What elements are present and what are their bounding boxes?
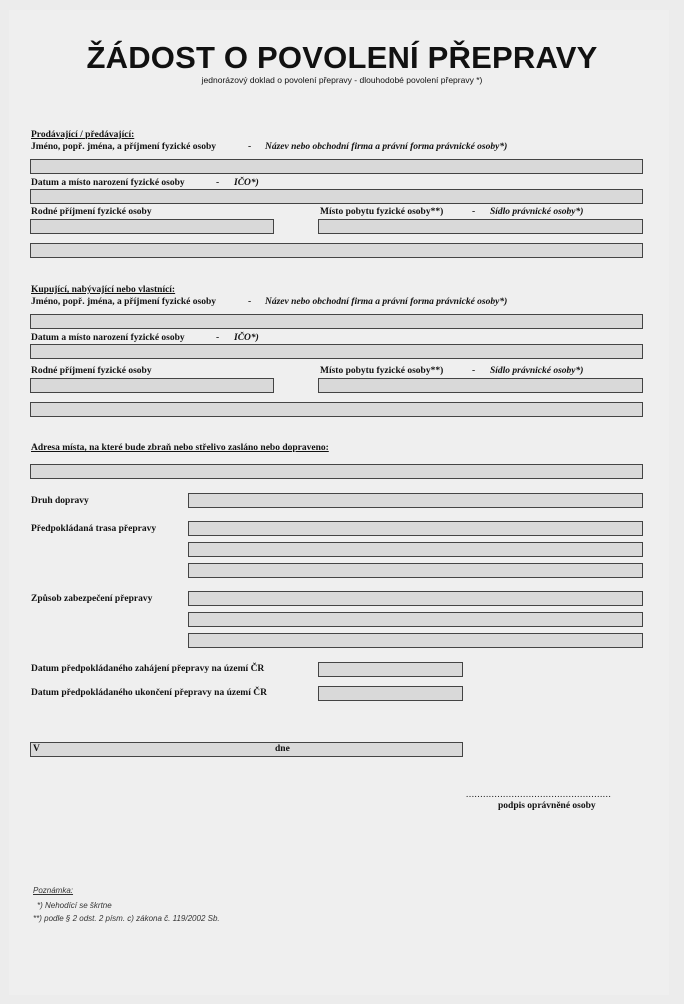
buyer-ico-label: IČO*) <box>234 333 259 343</box>
seller-birth-field[interactable] <box>30 189 643 204</box>
buyer-name-label: Jméno, popř. jména, a příjmení fyzické osoby <box>31 297 216 307</box>
seller-residence-label: Místo pobytu fyzické osoby**) <box>320 207 444 217</box>
seller-name-label: Jméno, popř. jména, a příjmení fyzické osoby <box>31 142 216 152</box>
place-label: V <box>33 744 40 754</box>
note-2: **) podle § 2 odst. 2 písm. c) zákona č. 119/2002 Sb. <box>33 914 220 923</box>
buyer-birth-label: Datum a místo narození fyzické osoby <box>31 333 185 343</box>
seller-name-field[interactable] <box>30 159 643 174</box>
buyer-dash-3: - <box>472 366 476 376</box>
buyer-dash-1: - <box>248 297 252 307</box>
seller-dash-3: - <box>472 207 476 217</box>
buyer-seat-field[interactable] <box>30 402 643 417</box>
seller-residence-field[interactable] <box>318 219 643 234</box>
seller-birth-label: Datum a místo narození fyzické osoby <box>31 178 185 188</box>
place-date-field[interactable] <box>30 742 463 757</box>
signature-caption: podpis oprávněné osoby <box>498 801 596 811</box>
buyer-heading: Kupující, nabývající nebo vlastnící: <box>31 285 176 295</box>
seller-heading: Prodávající / předávající: <box>31 130 135 140</box>
buyer-maiden-label: Rodné příjmení fyzické osoby <box>31 366 152 376</box>
end-date-label: Datum předpokládaného ukončení přepravy na území ČR <box>31 688 267 698</box>
route-field-3[interactable] <box>188 563 643 578</box>
buyer-maiden-field[interactable] <box>30 378 274 393</box>
security-label: Způsob zabezpečení přepravy <box>31 594 153 604</box>
form-subtitle: jednorázový doklad o povolení přepravy - dlouhodobé povolení přepravy *) <box>201 75 483 85</box>
buyer-name-field[interactable] <box>30 314 643 329</box>
route-field-1[interactable] <box>188 521 643 536</box>
buyer-residence-label: Místo pobytu fyzické osoby**) <box>320 366 444 376</box>
buyer-residence-field[interactable] <box>318 378 643 393</box>
buyer-firm-label: Název nebo obchodní firma a právní forma právnické osoby*) <box>265 297 508 307</box>
seller-seat-field[interactable] <box>30 243 643 258</box>
address-field[interactable] <box>30 464 643 479</box>
seller-ico-label: IČO*) <box>234 178 259 188</box>
route-label: Předpokládaná trasa přepravy <box>31 524 157 534</box>
seller-dash-1: - <box>248 142 252 152</box>
note-1: *) Nehodící se škrtne <box>37 901 112 910</box>
transport-type-label: Druh dopravy <box>31 496 89 506</box>
start-date-label: Datum předpokládaného zahájení přepravy na území ČR <box>31 664 265 674</box>
buyer-seat-label: Sídlo právnické osoby*) <box>490 366 584 376</box>
transport-type-field[interactable] <box>188 493 643 508</box>
route-field-2[interactable] <box>188 542 643 557</box>
seller-maiden-field[interactable] <box>30 219 274 234</box>
end-date-field[interactable] <box>318 686 463 701</box>
date-label: dne <box>275 744 290 754</box>
seller-firm-label: Název nebo obchodní firma a právní forma právnické osoby*) <box>265 142 508 152</box>
buyer-birth-field[interactable] <box>30 344 643 359</box>
address-heading: Adresa místa, na které bude zbraň nebo střelivo zasláno nebo dopraveno: <box>31 443 329 453</box>
form-title: ŽÁDOST O POVOLENÍ PŘEPRAVY <box>86 40 598 75</box>
buyer-dash-2: - <box>216 333 220 343</box>
security-field-1[interactable] <box>188 591 643 606</box>
seller-seat-label: Sídlo právnické osoby*) <box>490 207 584 217</box>
seller-dash-2: - <box>216 178 220 188</box>
signature-line: ................................................... <box>466 789 612 799</box>
seller-maiden-label: Rodné příjmení fyzické osoby <box>31 207 152 217</box>
notes-heading: Poznámka: <box>33 886 74 895</box>
start-date-field[interactable] <box>318 662 463 677</box>
security-field-2[interactable] <box>188 612 643 627</box>
security-field-3[interactable] <box>188 633 643 648</box>
